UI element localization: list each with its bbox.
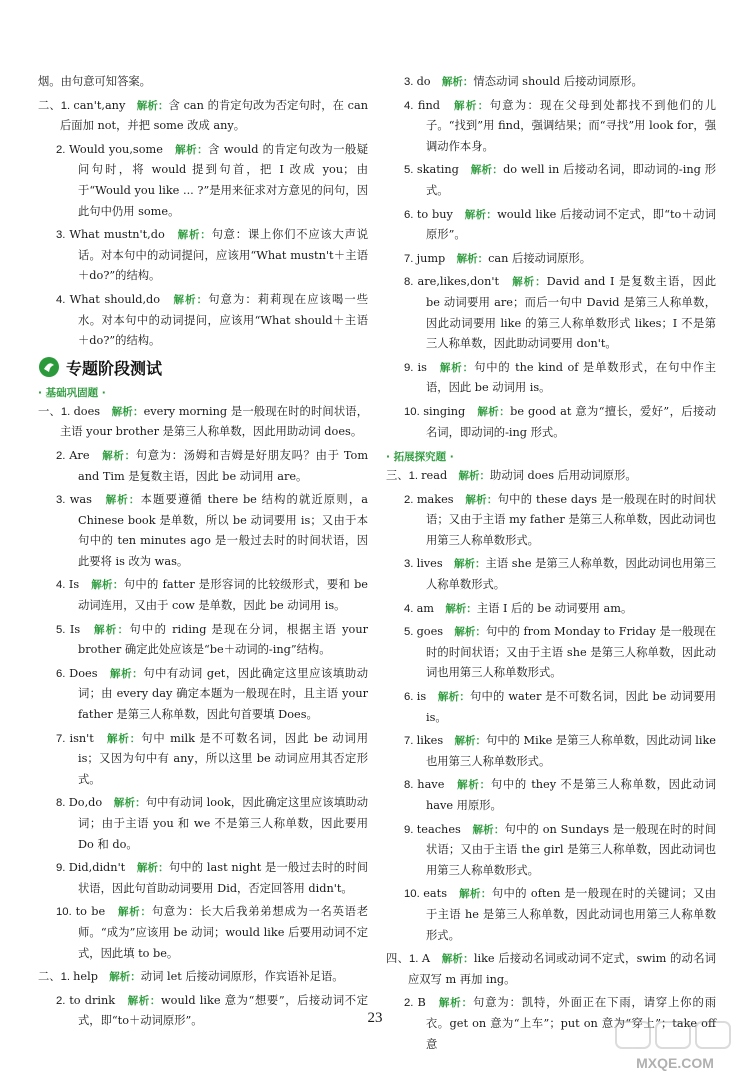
answer-item xyxy=(56,575,368,616)
answer-text: makes xyxy=(416,492,466,506)
explanation-label: 解析： xyxy=(102,449,136,462)
item-number: 2. xyxy=(56,143,70,156)
answer-text: skating xyxy=(416,163,471,177)
answer-text: Does xyxy=(69,666,110,680)
item-number: 4. xyxy=(56,579,69,592)
explanation-text: 句中 milk 是不可数名词，因此 be 动词用 is；又因为句中有 any，所以这里 be 动词应用其否定形式。 xyxy=(78,731,368,786)
item-number: 一、1. xyxy=(38,405,74,418)
answer-text: to be xyxy=(75,905,119,919)
explanation-text: 句意为：汤姆和吉姆是好朋友吗？由于 Tom and Tim 是复数主语，因此 be 动词用 are。 xyxy=(78,448,369,483)
answer-text: to drink xyxy=(69,993,128,1007)
answer-item xyxy=(404,599,716,620)
answer-text: is xyxy=(417,360,440,374)
watermark-logo xyxy=(612,1018,738,1074)
answer-text: singing xyxy=(423,404,478,418)
explanation-label: 解析： xyxy=(441,953,474,966)
explanation-text: 句中有动词 look，因此确定这里应该填助动词；由于主语 you 和 we 不是第三人称单数，因此要用 Do 和 do。 xyxy=(78,796,369,851)
item-number: 二、1. xyxy=(38,99,74,112)
answer-item xyxy=(404,272,716,354)
answer-item xyxy=(404,820,716,882)
answer-text: can't,any xyxy=(73,98,137,112)
item-number: 2. xyxy=(56,994,70,1007)
subsection-extension: · 拓展探究题 · xyxy=(386,451,454,464)
answer-item xyxy=(404,358,716,399)
explanation-label: 解析： xyxy=(438,997,474,1010)
answer-item xyxy=(404,731,716,772)
answer-text: have xyxy=(417,778,458,792)
explanation-text: David and I 是复数主语，因此 be 动词要用 are；而后一句中 David 是第三人称单数，因此动词要用 like 的第三人称单数形式 likes；I 不是第三人称单数，因此助动词要用 don't。 xyxy=(426,275,716,351)
answer-item xyxy=(56,664,368,726)
explanation-text: 句意为：现在父母到处都找不到他们的儿子。“找到”用 find，强调结果；而“寻找”用 look for，强调动作本身。 xyxy=(426,98,716,153)
answer-item xyxy=(38,967,368,988)
explanation-label: 解析： xyxy=(136,99,169,112)
explanation-label: 解析： xyxy=(94,623,130,636)
answer-item xyxy=(56,490,368,572)
right-column xyxy=(386,72,716,1058)
answer-item xyxy=(38,72,368,93)
explanation-label: 解析： xyxy=(175,143,209,156)
svg-text:MXQE.COM: MXQE.COM xyxy=(636,1055,714,1071)
explanation-label: 解析： xyxy=(465,493,498,506)
explanation-text: every morning 是一般现在时的时间状语，主语 your brother 是第三人称单数，因此用助动词 does。 xyxy=(60,404,368,439)
left-column xyxy=(38,72,368,1035)
explanation-label: 解析： xyxy=(111,405,144,418)
explanation-text: 句中的 riding 是现在分词，根据主语 your brother 确定此处应该是“be＋动词的-ing”结构。 xyxy=(78,622,369,657)
explanation-label: 解析： xyxy=(454,626,486,639)
section-title xyxy=(38,356,368,379)
explanation-label: 解析： xyxy=(456,252,489,265)
answer-item xyxy=(56,225,368,287)
item-number: 5. xyxy=(404,626,417,639)
item-number: 7. xyxy=(56,732,70,745)
answer-item xyxy=(404,72,716,93)
answer-text: B xyxy=(417,996,439,1010)
answer-text: Did,didn't xyxy=(68,861,137,875)
item-number: 10. xyxy=(56,906,76,919)
explanation-label: 解析： xyxy=(439,361,475,374)
answer-item xyxy=(386,949,716,990)
explanation-label: 解析： xyxy=(109,667,144,680)
answer-item xyxy=(404,205,716,246)
explanation-label: 解析： xyxy=(136,862,169,875)
explanation-text: 句中的 water 是不可数名词，因此 be 动词要用 is。 xyxy=(426,690,717,724)
item-number: 4. xyxy=(404,602,417,615)
explanation-text: 句中有动词 get，因此确定这里应该填助动词；由 every day 确定本题为一般现在时，且主语 your father 是第三人称单数，因此句首要填 Does。 xyxy=(78,666,369,722)
answer-item xyxy=(38,402,368,443)
answer-item xyxy=(404,884,716,946)
answer-item xyxy=(56,902,368,964)
explanation-text: 含 can 的肯定句改为否定句时，在 can 后面加 not，并把 some 改成 any。 xyxy=(60,98,369,133)
item-number: 6. xyxy=(404,691,417,704)
page-number: 23 xyxy=(367,1010,383,1026)
explanation-label: 解析： xyxy=(457,779,491,792)
explanation-text: 句中的 often 是一般现在时的关键词；又由于主语 he 是第三人称单数，因此动词也用第三人称单数形式。 xyxy=(426,887,717,942)
explanation-text: be good at 意为“擅长，爱好”，后接动名词，即动词的-ing 形式。 xyxy=(426,404,716,439)
item-number: 四、1. xyxy=(386,953,422,966)
explanation-label: 解析： xyxy=(437,691,471,704)
item-number: 9. xyxy=(404,823,417,836)
item-number: 二、1. xyxy=(38,971,74,984)
explanation-label: 解析： xyxy=(91,579,124,592)
section-icon xyxy=(38,356,60,378)
subsection-basic: · 基础巩固题 · xyxy=(38,386,106,399)
answer-text: Are xyxy=(69,448,103,462)
answer-text: eats xyxy=(423,887,460,901)
answer-text: is xyxy=(416,690,438,704)
explanation-text: 句中的 Mike 是第三人称单数，因此动词 like 也用第三人称单数形式。 xyxy=(426,734,716,768)
explanation-text: 本题要遵循 there be 结构的就近原则，a Chinese book 是单数，所以 be 动词要用 is；又由于本句中的 ten minutes ago 是一般过去时的时间状语，因此要将 is 改为 was。 xyxy=(78,493,369,568)
explanation-label: 解析： xyxy=(177,229,212,242)
item-number: 9. xyxy=(404,361,418,374)
item-number: 3. xyxy=(56,229,70,242)
explanation-text: 句意为：凯特，外面正在下雨，请穿上你的雨衣。get on 意为“上车”；put on 意为“穿上”；take off 意 xyxy=(426,996,716,1051)
item-number: 9. xyxy=(56,862,69,875)
answer-item xyxy=(56,729,368,791)
continued-text: 烟。由句意可知答案。 xyxy=(38,75,151,88)
answer-text: does xyxy=(73,404,112,418)
item-number: 3. xyxy=(56,494,70,507)
explanation-label: 解析： xyxy=(106,732,142,745)
explanation-label: 解析： xyxy=(127,994,161,1007)
answer-item xyxy=(386,466,716,487)
explanation-text: 主语 I 后的 be 动词要用 am。 xyxy=(476,601,633,615)
explanation-label: 解析： xyxy=(459,888,492,901)
answer-item xyxy=(56,140,368,222)
answer-text: likes xyxy=(416,734,455,748)
item-number: 2. xyxy=(56,449,70,462)
answer-item xyxy=(404,554,716,595)
item-number: 2. xyxy=(404,997,418,1010)
answer-text: was xyxy=(69,493,106,507)
answer-item xyxy=(404,622,716,684)
explanation-text: 句中的 from Monday to Friday 是一般现在时的时间状语；又由于主语 she 是第三人称单数，因此动词也用第三人称单数形式。 xyxy=(426,625,717,680)
answer-text: do xyxy=(416,75,442,88)
answer-item xyxy=(404,687,716,728)
answer-text: lives xyxy=(416,557,454,571)
answer-text: Do,do xyxy=(68,796,114,810)
explanation-text: 句中的 they 不是第三人称单数，因此动词 have 用原形。 xyxy=(426,778,717,812)
explanation-text: 句意为：长大后我弟弟想成为一名英语老师。“成为”应该用 be 动词；would like 后要用动词不定式，因此填 to be。 xyxy=(78,905,369,960)
answer-item xyxy=(404,775,716,816)
explanation-label: 解析： xyxy=(441,76,474,88)
answer-text: are,likes,don't xyxy=(417,275,513,289)
item-number: 6. xyxy=(56,667,70,680)
explanation-label: 解析： xyxy=(454,558,486,571)
item-number: 7. xyxy=(404,735,417,748)
explanation-label: 解析： xyxy=(118,906,152,919)
explanation-label: 解析： xyxy=(512,276,547,289)
explanation-label: 解析： xyxy=(445,602,477,615)
answer-text: am xyxy=(416,601,446,615)
item-number: 7. xyxy=(404,252,417,265)
item-number: 8. xyxy=(404,276,418,289)
explanation-text: would like 后接动词不定式，即“to＋动词原形”。 xyxy=(426,207,717,242)
explanation-label: 解析： xyxy=(109,971,141,984)
explanation-label: 解析： xyxy=(113,797,146,810)
explanation-text: 主语 she 是第三人称单数，因此动词也用第三人称单数形式。 xyxy=(426,557,717,592)
answer-item xyxy=(404,249,716,270)
item-number: 4. xyxy=(404,99,418,112)
item-number: 10. xyxy=(404,405,424,418)
explanation-label: 解析： xyxy=(173,293,209,306)
explanation-text: 句中的 last night 是一般过去时的时间状语，因此句首助动词要用 Did，否定回答用 didn't。 xyxy=(78,861,368,895)
answer-item xyxy=(56,290,368,352)
explanation-label: 解析： xyxy=(458,470,491,483)
item-number: 2. xyxy=(404,493,417,506)
answer-text: to buy xyxy=(416,207,465,221)
item-number: 8. xyxy=(56,797,69,810)
explanation-label: 解析： xyxy=(472,823,505,836)
explanation-label: 解析： xyxy=(454,735,487,748)
answer-item xyxy=(56,446,368,487)
answer-text: find xyxy=(417,98,454,112)
explanation-text: 句意为：莉莉现在应该喝一些水。对本句中的动词提问，应该用“What should＋主语＋do?”的结构。 xyxy=(78,292,369,348)
explanation-text: would like 意为“想要”，后接动词不定式，即“to＋动词原形”。 xyxy=(78,993,368,1028)
section-title-text: 专题阶段测试 xyxy=(66,358,163,378)
item-number: 5. xyxy=(56,623,70,636)
item-number: 6. xyxy=(404,208,417,221)
answer-text: A xyxy=(421,952,442,966)
answer-item xyxy=(56,620,368,661)
explanation-text: 句中的 these days 是一般现在时的时间状语；又由于主语 my father 是第三人称单数，因此动词也用第三人称单数形式。 xyxy=(426,492,717,547)
explanation-text: 句中的 on Sundays 是一般现在时的时间状语；又由于主语 the girl 是第三人称单数，因此动词也用第三人称单数形式。 xyxy=(426,822,716,877)
answer-item xyxy=(404,160,716,201)
explanation-label: 解析： xyxy=(470,164,504,177)
explanation-text: 句中的 the kind of 是单数形式，在句中作主语，因此 be 动词用 is。 xyxy=(426,360,716,395)
explanation-text: 情态动词 should 后接动词原形。 xyxy=(473,75,643,88)
explanation-label: 解析： xyxy=(477,405,511,418)
item-number: 8. xyxy=(404,779,418,792)
answer-text: teaches xyxy=(416,822,473,836)
answer-text: Would you,some xyxy=(69,142,176,156)
answer-text: goes xyxy=(416,625,455,639)
explanation-text: can 后接动词原形。 xyxy=(488,251,592,265)
answer-text: isn't xyxy=(69,731,107,745)
answer-text: jump xyxy=(416,251,457,265)
answer-text: read xyxy=(421,469,459,483)
answer-text: What should,do xyxy=(69,292,174,306)
explanation-label: 解析： xyxy=(105,494,141,507)
explanation-text: do well in 后接动名词，即动词的-ing 形式。 xyxy=(426,163,716,197)
answer-item xyxy=(56,858,368,899)
item-number: 10. xyxy=(404,888,424,901)
answer-item xyxy=(56,793,368,855)
explanation-label: 解析： xyxy=(464,208,498,221)
explanation-text: 句意：课上你们不应该大声说话。对本句中的动词提问，应该用“What mustn't＋主语＋do?”的结构。 xyxy=(78,228,368,283)
item-number: 3. xyxy=(404,76,417,88)
explanation-text: 助动词 does 后用动词原形。 xyxy=(490,469,637,483)
answer-text: Is xyxy=(69,622,95,636)
explanation-text: like 后接动名词或动词不定式，swim 的动名词应双写 m 再加 ing。 xyxy=(408,952,717,986)
item-number: 3. xyxy=(404,558,417,571)
answer-item xyxy=(404,402,716,443)
explanation-text: 含 would 的肯定句改为一般疑问句时，将 would 提到句首，把 I 改成 you；由于“Would you like ... ?”是用来征求对方意见的问句，因此句中仍用 some。 xyxy=(78,142,369,218)
item-number: 4. xyxy=(56,293,70,306)
explanation-label: 解析： xyxy=(453,99,490,112)
answer-item xyxy=(404,96,716,158)
item-number: 5. xyxy=(404,164,417,177)
answer-item xyxy=(38,96,368,137)
answer-item xyxy=(404,490,716,552)
explanation-text: 动词 let 后接动词原形，作宾语补足语。 xyxy=(140,970,344,984)
answer-text: What mustn't,do xyxy=(69,228,178,242)
answer-text: Is xyxy=(68,578,92,592)
item-number: 三、1. xyxy=(386,470,422,483)
answer-text: help xyxy=(73,970,110,984)
explanation-text: 句中的 fatter 是形容词的比较级形式，要和 be 动词连用，又由于 cow 是单数，因此 be 动词用 is。 xyxy=(78,578,368,613)
